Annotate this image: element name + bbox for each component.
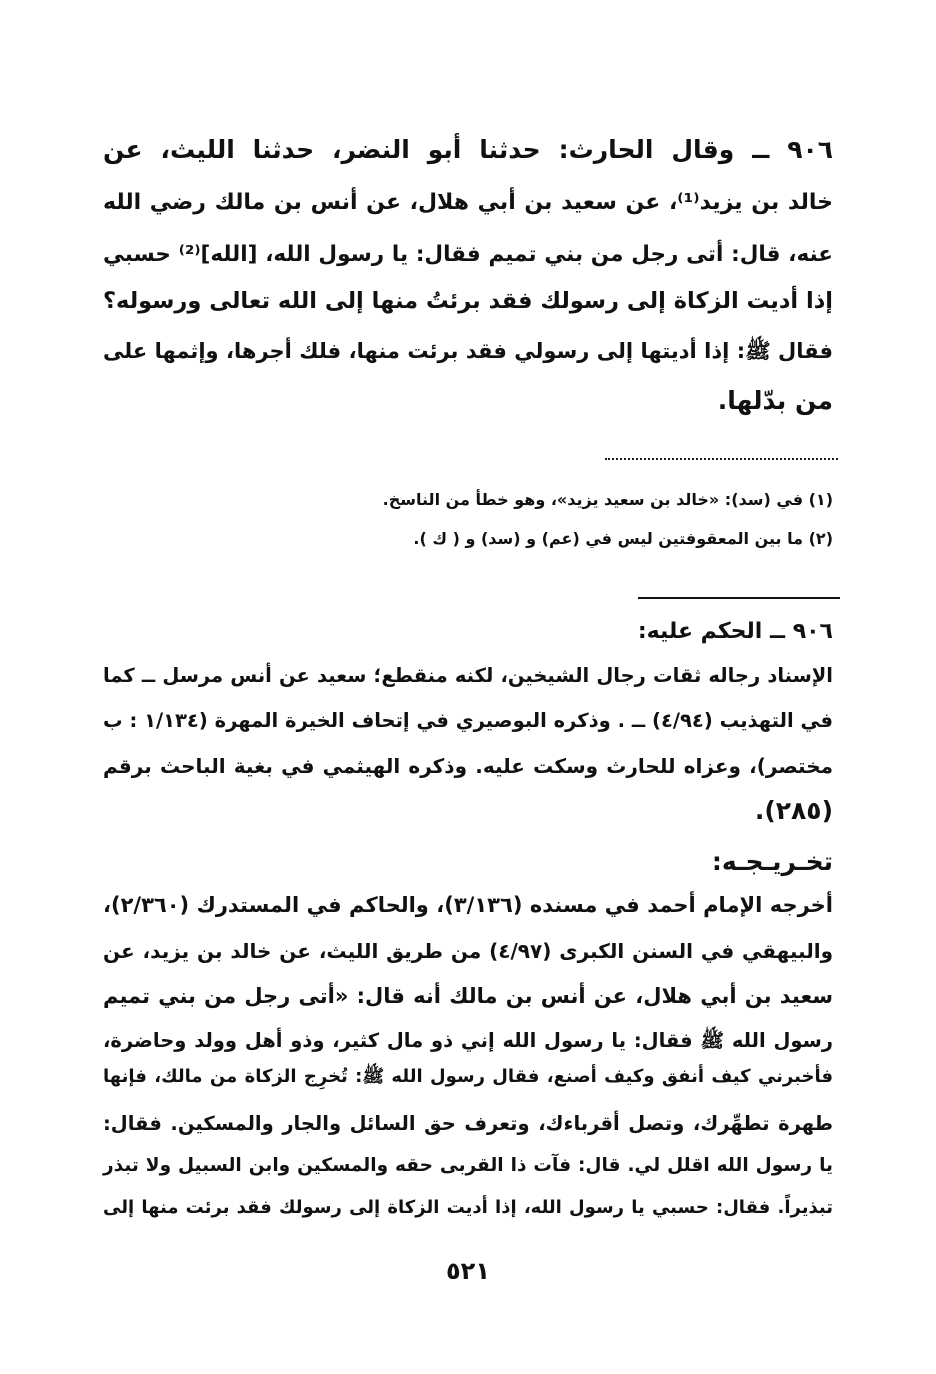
- section-rule: [638, 597, 840, 599]
- takhrij-line: يا رسول الله اقلل لي. قال: فآت ذا القربى حقه والمسكين وابن السبيل ولا تبذر: [103, 1155, 833, 1176]
- hadith-line: من بدّلها.: [717, 386, 833, 415]
- takhrij-line: تبذيراً. فقال: حسبي يا رسول الله، إذا أديت الزكاة إلى رسولك فقد برئت منها إلى: [103, 1197, 833, 1218]
- ruling-line: الإسناد رجاله ثقات رجال الشيخين، لكنه منقطع؛ سعيد عن أنس مرسل ــ كما: [103, 664, 833, 687]
- page-number: ٥٢١: [446, 1257, 490, 1285]
- hadith-line: إذا أديت الزكاة إلى رسولك فقد برئتُ منها إلى الله تعالى ورسوله؟: [103, 288, 833, 314]
- takhrij-line: فأخبرني كيف أنفق وكيف أصنع، فقال رسول الله ﷺ: تُخرِج الزكاة من مالك، فإنها: [103, 1066, 833, 1087]
- hadith-line: عنه، قال: أتى رجل من بني تميم فقال: يا رسول الله، [الله]⁽²⁾ حسبي: [103, 242, 833, 267]
- takhrij-heading: تخـريـجـه:: [711, 847, 833, 876]
- ruling-heading: ٩٠٦ ــ الحكم عليه:: [637, 619, 833, 644]
- takhrij-line: سعيد بن أبي هلال، عن أنس بن مالك أنه قال: «أتى رجل من بني تميم: [103, 984, 833, 1008]
- takhrij-line: والبيهقي في السنن الكبرى (٤/٩٧) من طريق الليث، عن خالد بن يزيد، عن: [103, 939, 834, 963]
- footnote-separator: [605, 458, 838, 466]
- takhrij-line: رسول الله ﷺ فقال: يا رسول الله إني ذو مال كثير، وذو أهل وولد وحاضرة،: [103, 1029, 833, 1052]
- hadith-line: فقال ﷺ: إذا أديتها إلى رسولي فقد برئت منها، فلك أجرها، وإثمها على: [103, 339, 833, 363]
- takhrij-line: أخرجه الإمام أحمد في مسنده (٣/١٣٦)، والحاكم في المستدرك (٢/٣٦٠)،: [103, 893, 833, 917]
- footnote: (١) في (سد): «خالد بن سعيد يزيد»، وهو خطأ من الناسخ.: [382, 490, 833, 509]
- hadith-line: ٩٠٦ ــ وقال الحارث: حدثنا أبو النضر، حدثنا الليث، عن: [103, 135, 833, 164]
- ruling-line: مختصر)، وعزاه للحارث وسكت عليه. وذكره الهيثمي في بغية الباحث برقم: [103, 754, 833, 778]
- ruling-line: (٢٨٥).: [754, 796, 833, 825]
- footnote: (٢) ما بين المعقوفتين ليس في (عم) و (سد) و ( ك ).: [413, 529, 833, 548]
- hadith-line: خالد بن يزيد⁽¹⁾، عن سعيد بن أبي هلال، عن أنس بن مالك رضي الله: [103, 190, 833, 215]
- ruling-line: في التهذيب (٤/٩٤) ــ . وذكره البوصيري في إتحاف الخيرة المهرة (١/١٣٤ : ب: [103, 709, 833, 732]
- takhrij-line: طهرة تطهِّرك، وتصل أقرباءك، وتعرف حق السائل والجار والمسكين. فقال:: [103, 1112, 833, 1135]
